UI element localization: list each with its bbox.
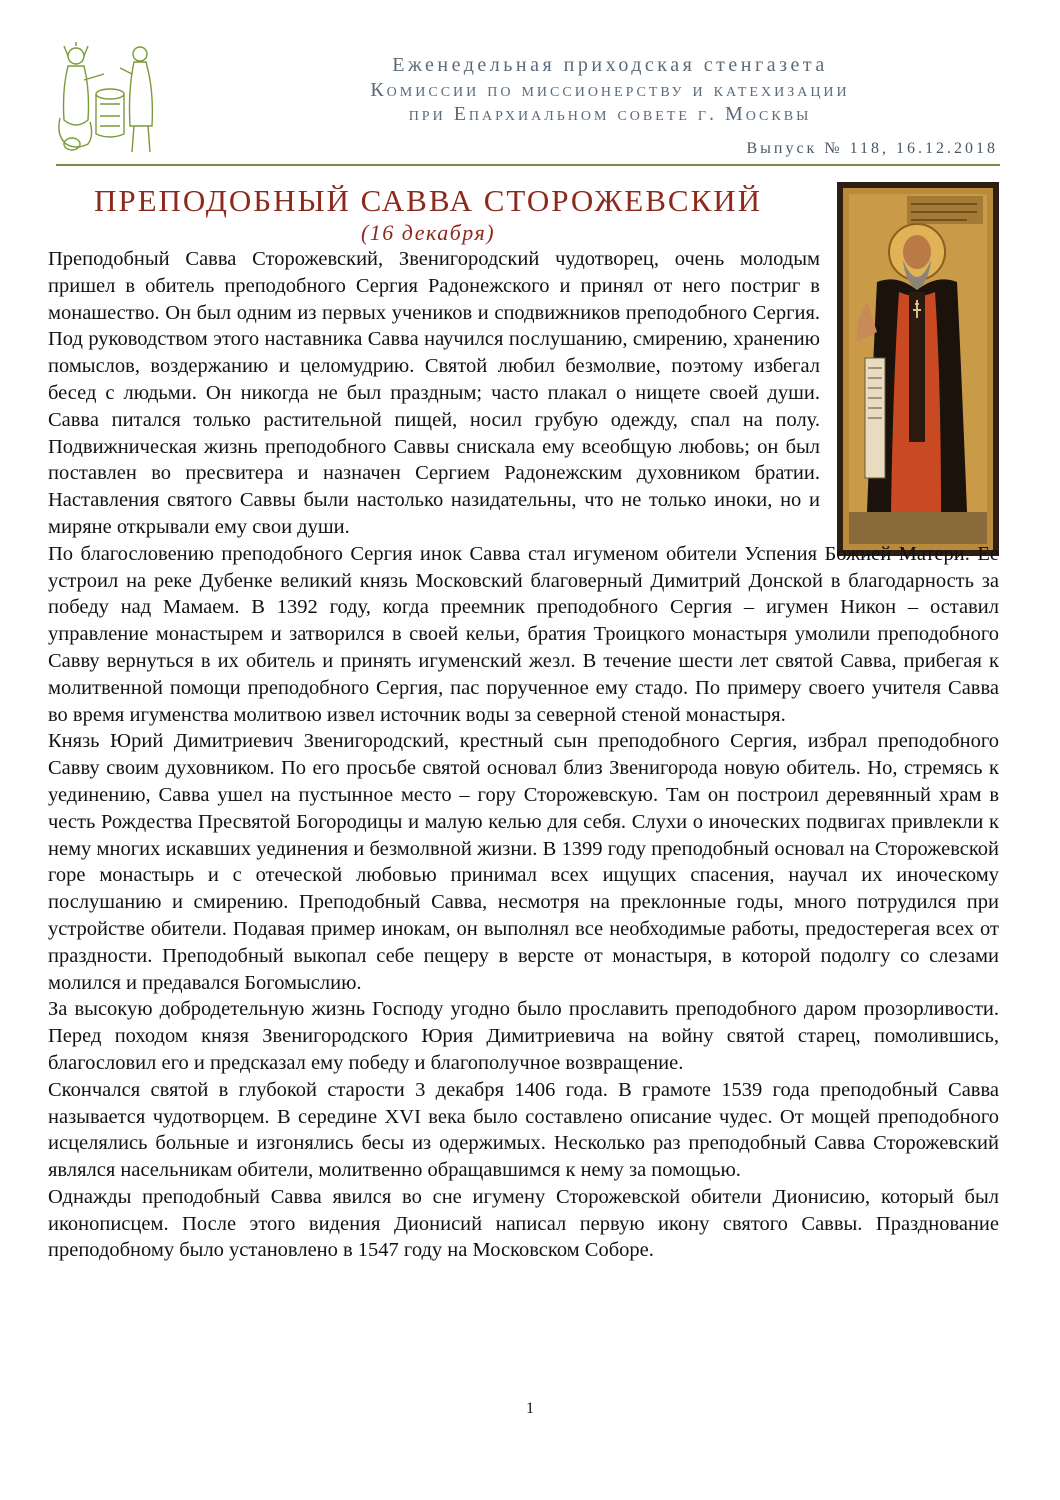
article-paragraph: По благословению преподобного Сергия инок Савва стал игуменом обители Успения Божией Матери. Ее устроил на реке Дубенке великий князь Московский благоверный Димитрий Донской в благодарность за победу над Мамаем. В 1392 году, когда преемник преподобного Сергия – игумен Никон – оставил управление монастырем и затворился в своей кельи, братия Троицкого монастыря умолили преподобного Савву вернуться в их обитель и принять игуменский жезл. В течение шести лет святой Савва, прибегая к молитвенной помощи преподобного Сергия, пас порученное ему стадо. По примеру своего учителя Савва во время игуменства молитвою извел источник воды за северной стеной монастыря. <box>48 542 999 726</box>
issue-info: Выпуск № 118, 16.12.2018 <box>746 140 998 157</box>
masthead-line-1: Еженедельная приходская стенгазета <box>392 54 828 76</box>
article-paragraph: За высокую добродетельную жизнь Господу угодно было прославить преподобного даром прозорливости. Перед походом князя Звенигородского Юрия Димитриевича на войну святой старец, помолившись, благословил его и предсказал ему победу и благополучное возвращение. <box>48 998 999 1074</box>
masthead-line-2: Комиссии по миссионерству и катехизации <box>370 79 850 101</box>
article-paragraph: Однажды преподобный Савва явился во сне игумену Сторожевской обители Дионисию, который был иконописцем. После этого видения Дионисий написал первую икону святого Саввы. Празднование преподобному было установлено в 1547 году на Московском Соборе. <box>48 1185 999 1262</box>
page-number: 1 <box>526 1400 534 1417</box>
article-title: ПРЕПОДОБНЫЙ САВВА СТОРОЖЕВСКИЙ <box>93 183 763 218</box>
header-divider <box>56 164 1000 166</box>
newspaper-logo <box>54 40 164 155</box>
article-paragraph: Преподобный Савва Сторожевский, Звенигородский чудотворец, очень молодым пришел в обитель преподобного Сергия Радонежского и принял от него постриг в монашество. Он был одним из первых учеников и сподвижников преподобного Сергия. Под руководством этого наставника Савва научился послушанию, смирению, хранению помыслов, воздержанию и целомудрию. Святой любил безмолвие, поэтому избегал бесед с людьми. Он никогда не был праздным; часто плакал о нищете своей души. Савва питался только растительной пищей, носил грубую одежду, спал на полу. Подвижническая жизнь преподобного Саввы снискала ему всеобщую любовь; он был поставлен во пресвитера и назначен Сергием Радонежским духовником братии. Наставления святого Саввы были настолько назидательны, что не только иноки, но и миряне открывали ему свои души. <box>48 248 820 538</box>
article-paragraph: Скончался святой в глубокой старости 3 декабря 1406 года. В грамоте 1539 года преподобный Савва называется чудотворцем. В середине XVI века было составлено описание чудес. От мощей преподобного исцелялись больные и изгонялись бесы из одержимых. Несколько раз преподобный Савва Сторожевский являлся насельникам обители, молитвенно обращавшимся к нему за помощью. <box>48 1078 999 1182</box>
masthead <box>220 52 1000 126</box>
article-date: (16 декабря) <box>360 220 496 245</box>
article-body <box>48 246 999 1264</box>
masthead-line-3: при Епархиальном совете г. Москвы <box>408 103 812 125</box>
article-paragraph: Князь Юрий Димитриевич Звенигородский, крестный сын преподобного Сергия, избрал преподобного Савву своим духовником. По его просьбе святой основал близ Звенигорода новую обитель. Но, стремясь к уединению, Савва ушел на пустынное место – гору Сторожевскую. Там он построил деревянный храм в честь Рождества Пресвятой Богородицы и малую келью для себя. Слухи о иноческих подвигах привлекли к нему многих искавших уединения и безмолвной жизни. В 1399 году преподобный основал на Сторожевской горе монастырь и с отеческой любовью принимал всех ищущих спасения, научал их иноческому послушанию и смирению. Преподобный Савва, несмотря на преклонные годы, много потрудился при устройстве обители. Подавая пример инокам, он выполнял все необходимые работы, предостерегая всех от праздности. Преподобный выкопал себе пещеру в версте от монастыря, в которой подолгу со слезами молился и предавался Богомыслию. <box>48 730 999 994</box>
